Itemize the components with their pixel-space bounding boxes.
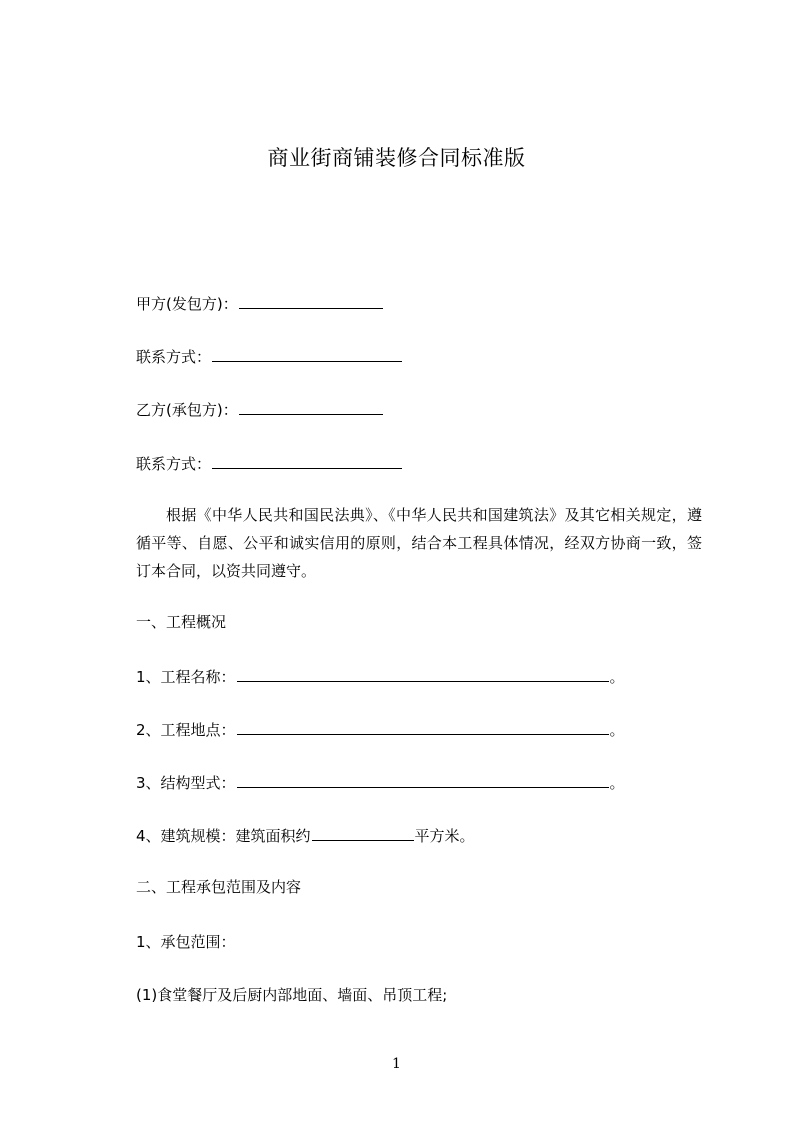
item4-unit: 平方米。 — [414, 827, 475, 845]
party-a-label: 甲方(发包方)： — [136, 295, 238, 313]
party-b-blank[interactable] — [239, 398, 383, 415]
item3-line — [136, 771, 625, 793]
item4-blank[interactable] — [312, 824, 414, 841]
item3-label: 3、结构型式： — [136, 774, 236, 792]
item4-label: 4、建筑规模：建筑面积约 — [136, 827, 311, 845]
item1-line — [136, 665, 625, 687]
item2-end: 。 — [609, 721, 625, 739]
scope-label: 1、承包范围： — [136, 933, 236, 951]
party-a-line — [136, 292, 384, 314]
contact-a-blank[interactable] — [212, 345, 402, 362]
item1-label: 1、工程名称： — [136, 668, 236, 686]
item2-line — [136, 718, 625, 740]
scope-item-1: (1)食堂餐厅及后厨内部地面、墙面、吊顶工程; — [136, 986, 448, 1004]
item1-end: 。 — [609, 668, 625, 686]
contact-a-label: 联系方式： — [136, 348, 212, 366]
item4-line — [136, 824, 475, 846]
item2-blank[interactable] — [237, 718, 609, 735]
section1-heading: 一、工程概况 — [136, 613, 227, 631]
document-title: 商业街商铺装修合同标准版 — [267, 146, 526, 170]
page-number: 1 — [392, 1056, 401, 1072]
party-b-label: 乙方(承包方)： — [136, 401, 238, 419]
item3-end: 。 — [609, 774, 625, 792]
party-a-blank[interactable] — [239, 292, 383, 309]
item1-blank[interactable] — [237, 665, 609, 682]
item2-label: 2、工程地点： — [136, 721, 236, 739]
contact-b-label: 联系方式： — [136, 455, 212, 473]
section2-heading: 二、工程承包范围及内容 — [136, 878, 302, 896]
item3-blank[interactable] — [237, 771, 609, 788]
intro-paragraph: 根据《中华人民共和国民法典》、《中华人民共和国建筑法》及其它相关规定，遵循平等、自愿、公平和诚实信用的原则，结合本工程具体情况，经双方协商一致，签订本合同，以资共同遵守。 — [136, 506, 702, 580]
contact-b-blank[interactable] — [212, 452, 402, 469]
party-b-line — [136, 398, 384, 420]
contact-a-line — [136, 345, 403, 367]
contact-b-line — [136, 452, 403, 474]
